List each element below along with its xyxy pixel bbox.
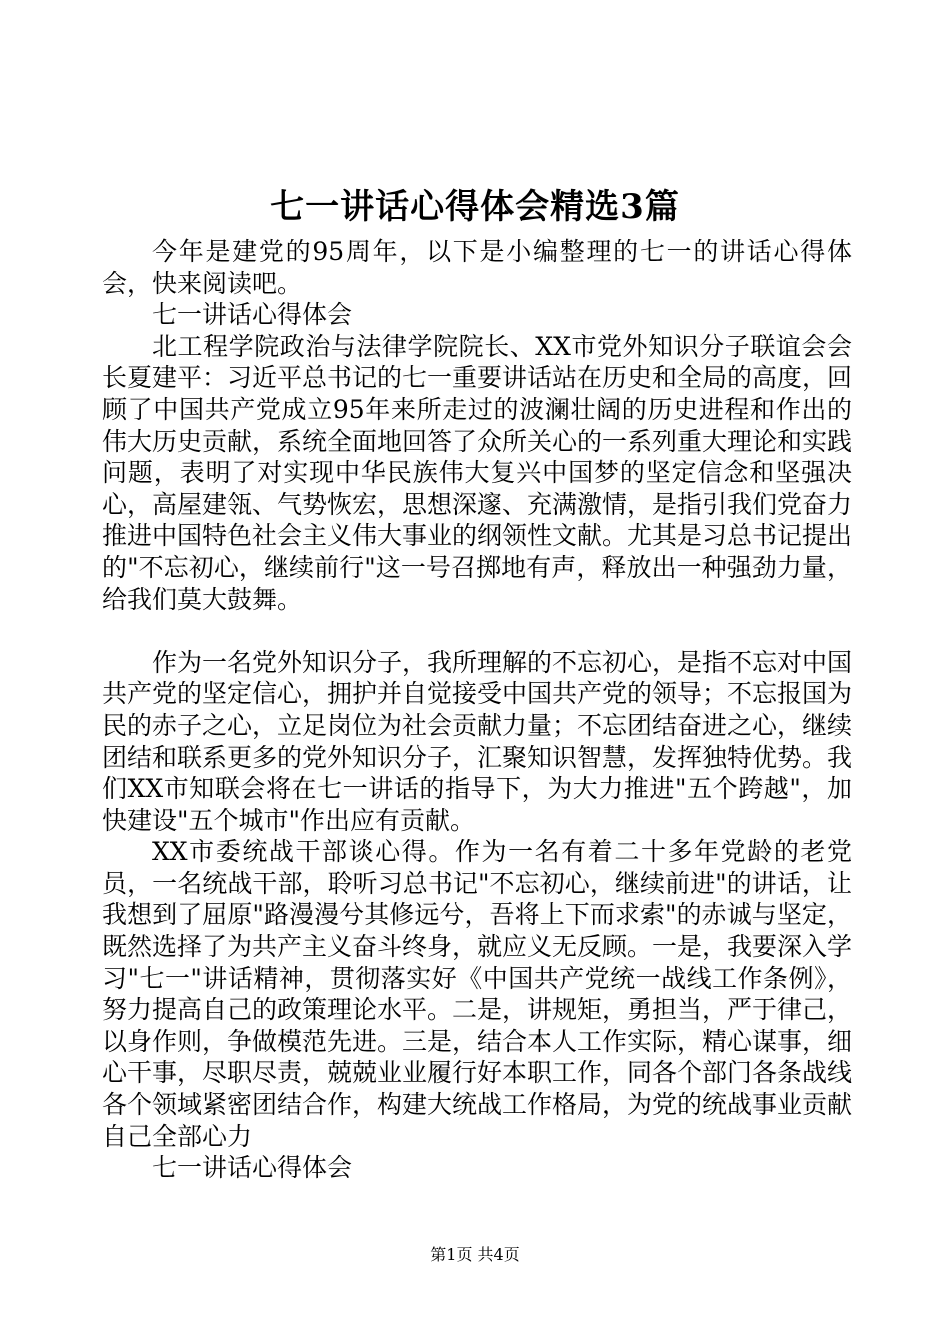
body-paragraph-1: 北工程学院政治与法律学院院长、XX市党外知识分子联谊会会长夏建平：习近平总书记的七一重要讲话站在历史和全局的高度，回顾了中国共产党成立95年来所走过的波澜壮阔的历史进程和作出的伟大历史贡献，系统全面地回答了众所关心的一系列重大理论和实践问题，表明了对实现中华民族伟大复兴中国梦的坚定信念和坚强决心，高屋建瓴、气势恢宏，思想深邃、充满激情，是指引我们党奋力推进中国特色社会主义伟大事业的纲领性文献。尤其是习总书记提出的"不忘初心，继续前行"这一号召掷地有声，释放出一种强劲力量，给我们莫大鼓舞。 [102, 331, 853, 614]
paragraph-spacer [102, 615, 852, 647]
section-heading-1: 七一讲话心得体会 [152, 300, 353, 330]
body-paragraph-2: 作为一名党外知识分子，我所理解的不忘初心，是指不忘对中国共产党的坚定信心，拥护并自觉接受中国共产党的领导；不忘报国为民的赤子之心，立足岗位为社会贡献力量；不忘团结奋进之心，继续团结和联系更多的党外知识分子，汇聚知识智慧，发挥独特优势。我们XX市知联会将在七一讲话的指导下，为大力推进"五个跨越"，加快建设"五个城市"作出应有贡献。 [102, 647, 853, 835]
intro-paragraph: 今年是建党的95周年，以下是小编整理的七一的讲话心得体会，快来阅读吧。 [102, 237, 852, 298]
section-heading-2: 七一讲话心得体会 [152, 1153, 353, 1183]
document-title: 七一讲话心得体会精选3篇 [270, 187, 680, 227]
document-body [102, 236, 852, 1184]
body-paragraph-3: XX市委统战干部谈心得。作为一名有着二十多年党龄的老党员，一名统战干部，聆听习总书记"不忘初心，继续前进"的讲话，让我想到了屈原"路漫漫兮其修远兮，吾将上下而求索"的赤诚与坚定，既然选择了为共产主义奋斗终身，就应义无反顾。一是，我要深入学习"七一"讲话精神，贯彻落实好《中国共产党统一战线工作条例》，努力提高自己的政策理论水平。二是，讲规矩，勇担当，严于律己，以身作则，争做模范先进。三是，结合本人工作实际，精心谋事，细心干事，尽职尽责，兢兢业业履行好本职工作，同各个部门各条战线各个领域紧密团结合作，构建大统战工作格局，为党的统战事业贡献自己全部心力 [102, 837, 853, 1151]
page-number-footer: 第1页 共4页 [430, 1245, 520, 1264]
